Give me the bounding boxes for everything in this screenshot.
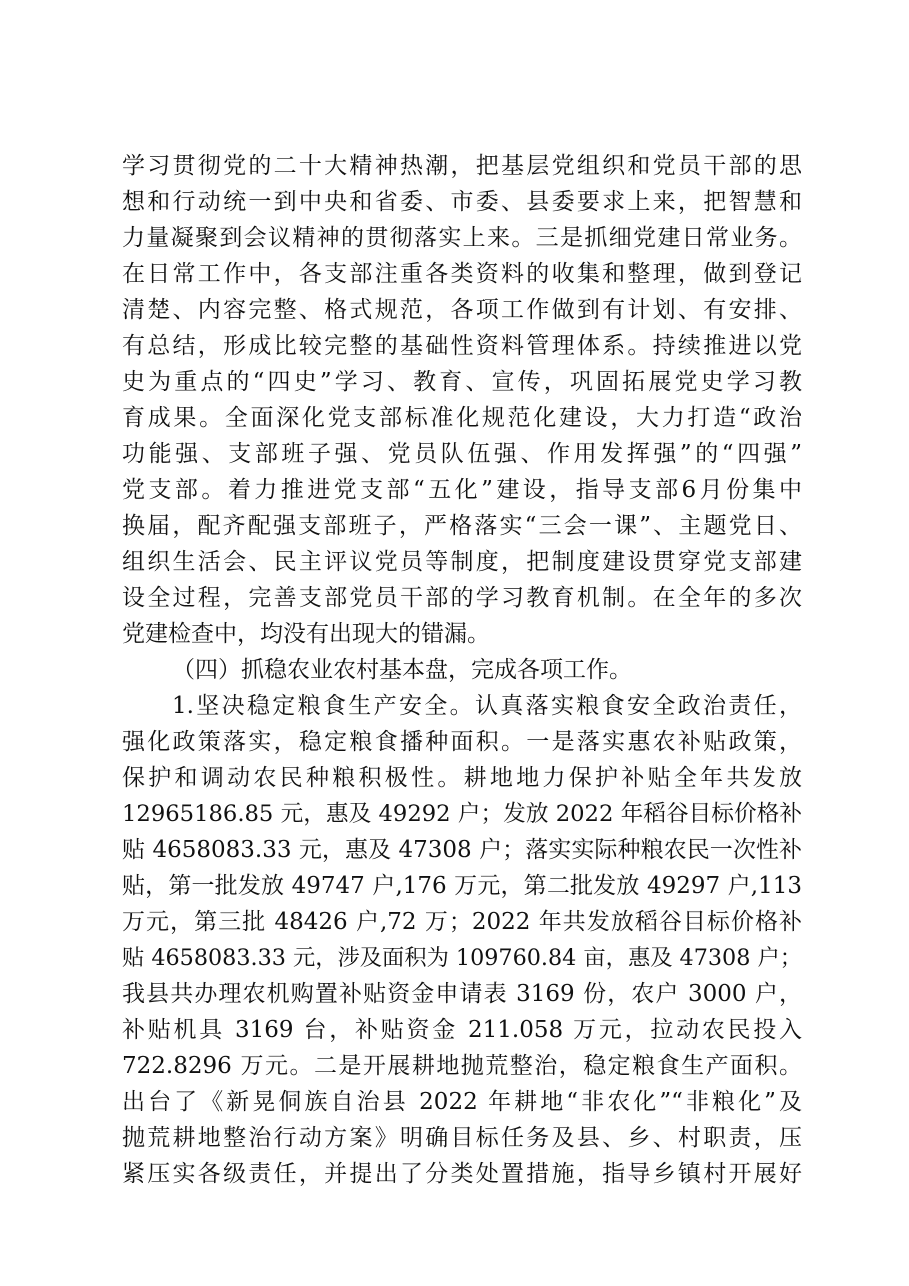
text-line: 万元，第三批 48426 户,72 万；2022 年共发放稻谷目标价格补 <box>122 909 802 935</box>
section-heading: （四）抓稳农业农村基本盘，完成各项工作。 <box>172 657 632 683</box>
text-line: 出台了《新晃侗族自治县 2022 年耕地“非农化”“非粮化”及 <box>122 1089 802 1115</box>
text-line: 保护和调动农民种粮积极性。耕地地力保护补贴全年共发放 <box>122 765 802 791</box>
text-line: 设全过程，完善支部党员干部的学习教育机制。在全年的多次 <box>122 585 802 611</box>
text-line: 12965186.85 元，惠及 49292 户；发放 2022 年稻谷目标价格补 <box>122 801 802 827</box>
text-line: 补贴机具 3169 台，补贴资金 211.058 万元，拉动农民投入 <box>122 1017 802 1043</box>
text-line: 1.坚决稳定粮食生产安全。认真落实粮食安全政治责任， <box>172 693 802 719</box>
text-line: 育成果。全面深化党支部标准化规范化建设，大力打造“政治 <box>122 405 802 431</box>
text-line: 换届，配齐配强支部班子，严格落实“三会一课”、主题党日、 <box>122 513 802 539</box>
text-line: 贴 4658083.33 元，涉及面积为 109760.84 亩，惠及 47308 户； <box>122 945 802 971</box>
text-line: 有总结，形成比较完整的基础性资料管理体系。持续推进以党 <box>122 333 802 359</box>
text-line: 功能强、支部班子强、党员队伍强、作用发挥强”的“四强” <box>122 441 802 467</box>
text-line: 在日常工作中，各支部注重各类资料的收集和整理，做到登记 <box>122 261 802 287</box>
text-line: 我县共办理农机购置补贴资金申请表 3169 份，农户 3000 户， <box>122 981 802 1007</box>
text-line: 清楚、内容完整、格式规范，各项工作做到有计划、有安排、 <box>122 297 802 323</box>
text-line: 抛荒耕地整治行动方案》明确目标任务及县、乡、村职责，压 <box>122 1125 802 1151</box>
text-line: 722.8296 万元。二是开展耕地抛荒整治，稳定粮食生产面积。 <box>122 1053 802 1079</box>
text-line: 党建检查中，均没有出现大的错漏。 <box>122 621 490 647</box>
text-line: 贴，第一批发放 49747 户,176 万元，第二批发放 49297 户,113 <box>122 873 802 899</box>
text-line: 紧压实各级责任，并提出了分类处置措施，指导乡镇村开展好 <box>122 1161 802 1187</box>
text-line: 力量凝聚到会议精神的贯彻落实上来。三是抓细党建日常业务。 <box>122 225 802 251</box>
text-line: 强化政策落实，稳定粮食播种面积。一是落实惠农补贴政策， <box>122 729 802 755</box>
text-line: 党支部。着力推进党支部“五化”建设，指导支部6月份集中 <box>122 477 802 503</box>
text-line: 组织生活会、民主评议党员等制度，把制度建设贯穿党支部建 <box>122 549 802 575</box>
text-line: 贴 4658083.33 元，惠及 47308 户；落实实际种粮农民一次性补 <box>122 837 802 863</box>
text-line: 学习贯彻党的二十大精神热潮，把基层党组织和党员干部的思 <box>122 153 802 179</box>
text-line: 想和行动统一到中央和省委、市委、县委要求上来，把智慧和 <box>122 189 802 215</box>
text-line: 史为重点的“四史”学习、教育、宣传，巩固拓展党史学习教 <box>122 369 802 395</box>
